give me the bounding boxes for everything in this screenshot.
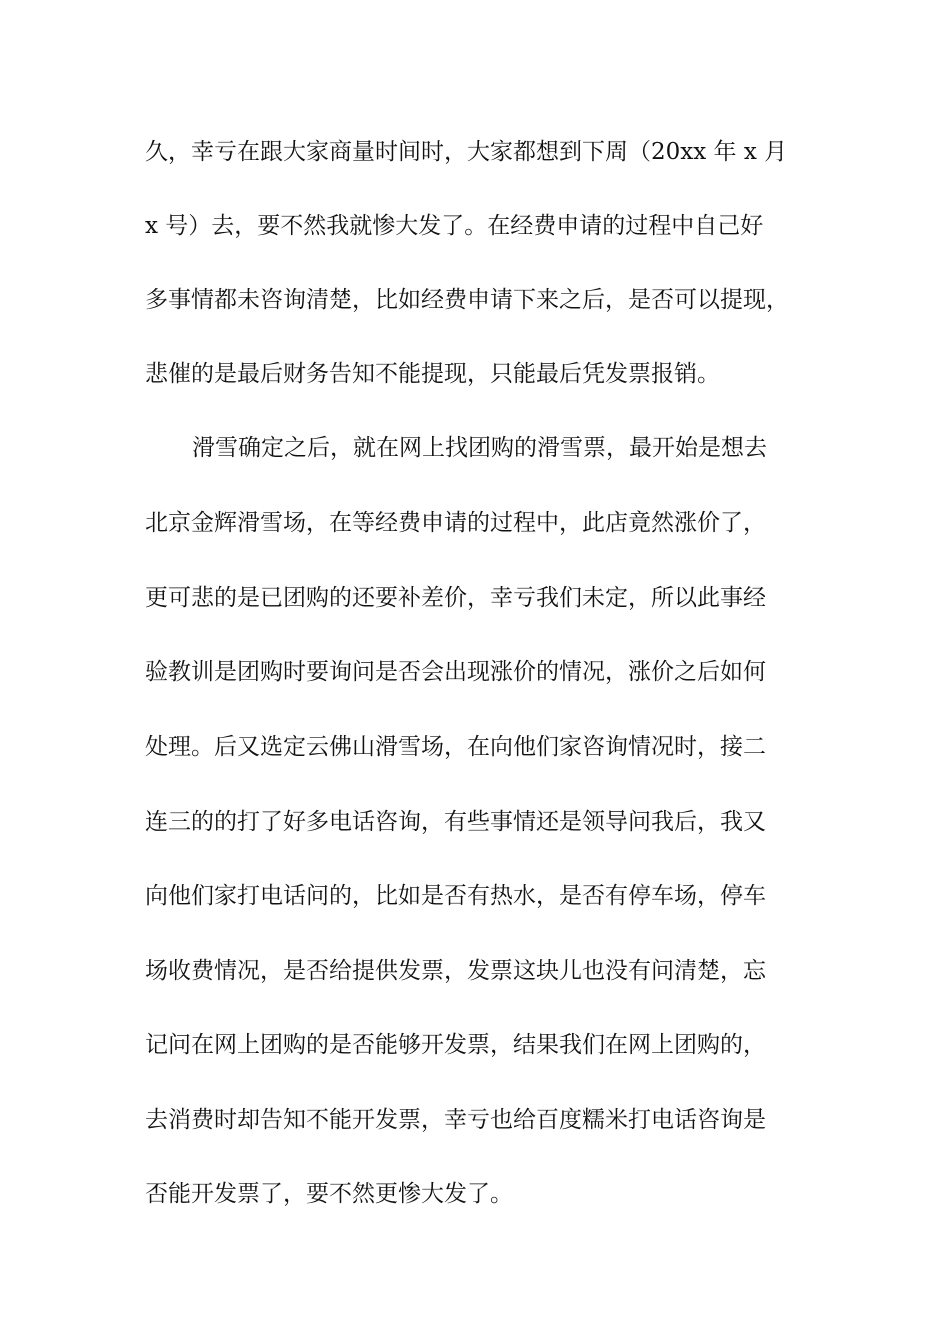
text-line-12: 场收费情况，是否给提供发票，发票这块儿也没有问清楚，忘 [145,958,766,984]
text-line-15: 否能开发票了，要不然更惨大发了。 [145,1181,513,1207]
text-line-1: 久，幸亏在跟大家商量时间时，大家都想到下周（20xx 年 x 月 [145,139,788,165]
text-line-2: x 号）去，要不然我就惨大发了。在经费申请的过程中自己好 [145,213,764,239]
text-line-7: 更可悲的是已团购的还要补差价，幸亏我们未定，所以此事经 [145,585,766,611]
text-line-3: 多事情都未咨询清楚，比如经费申请下来之后，是否可以提现， [145,287,789,313]
text-line-13: 记问在网上团购的是否能够开发票，结果我们在网上团购的， [145,1032,766,1058]
text-line-8: 验教训是团购时要询问是否会出现涨价的情况，涨价之后如何 [145,659,766,685]
text-line-9: 处理。后又选定云佛山滑雪场，在向他们家咨询情况时，接二 [145,734,766,760]
text-line-10: 连三的的打了好多电话咨询，有些事情还是领导问我后，我又 [145,809,766,835]
text-line-4: 悲催的是最后财务告知不能提现，只能最后凭发票报销。 [145,361,720,387]
text-line-5: 滑雪确定之后，就在网上找团购的滑雪票，最开始是想去 [192,435,767,461]
text-line-6: 北京金辉滑雪场，在等经费申请的过程中，此店竟然涨价了， [145,510,766,536]
text-line-11: 向他们家打电话问的，比如是否有热水，是否有停车场，停车 [145,883,766,909]
text-line-14: 去消费时却告知不能开发票，幸亏也给百度糯米打电话咨询是 [145,1107,766,1133]
